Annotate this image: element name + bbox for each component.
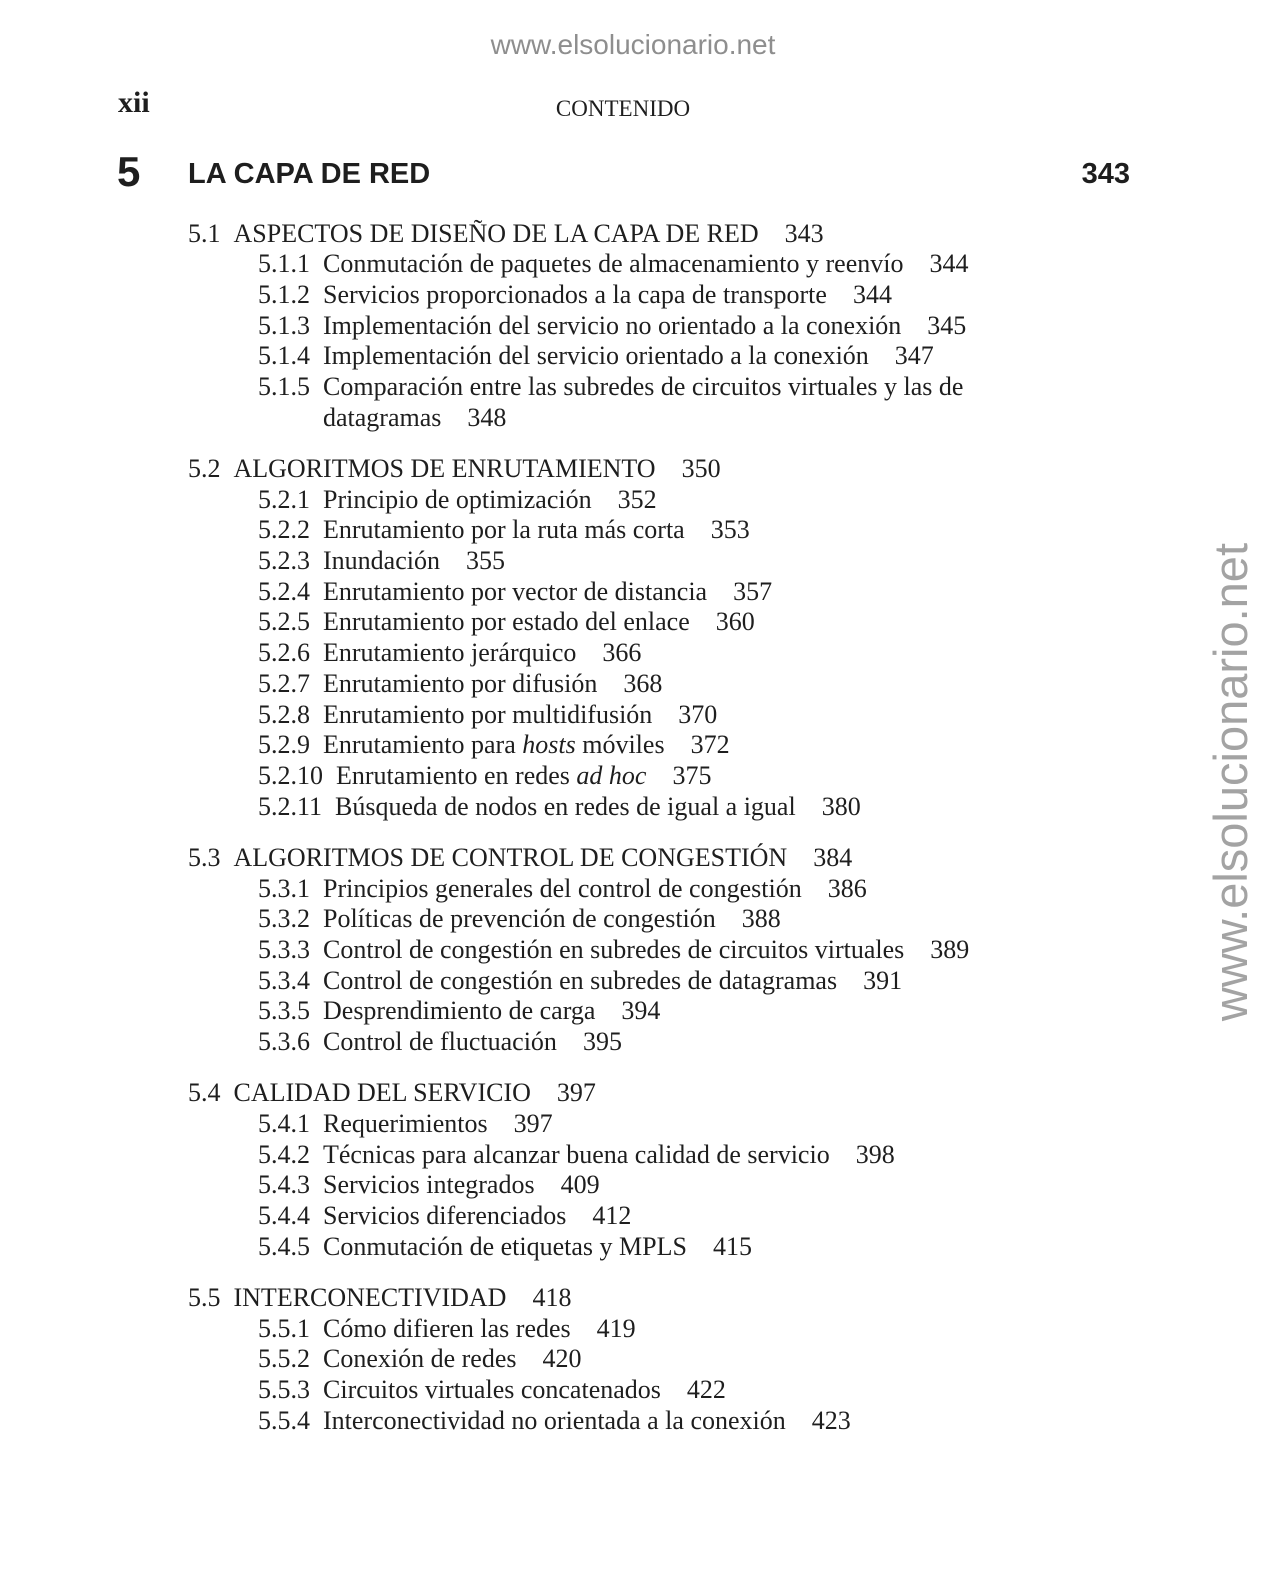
entry-title: Servicios proporcionados a la capa de transporte bbox=[323, 279, 827, 309]
entry-title: Desprendimiento de carga bbox=[323, 996, 596, 1026]
entry-text bbox=[323, 874, 867, 905]
entry-page: 397 bbox=[556, 1078, 596, 1108]
toc-subsection-5-1-5 bbox=[0, 372, 1280, 433]
entry-title: Circuitos virtuales concatenados bbox=[323, 1375, 661, 1405]
entry-title: Políticas de prevención de congestión bbox=[323, 904, 716, 934]
entry-title: INTERCONECTIVIDAD bbox=[233, 1283, 507, 1312]
toc-subsection-5-2-9 bbox=[0, 730, 1280, 761]
entry-page: 420 bbox=[542, 1344, 582, 1374]
toc-subsection-5-4-3 bbox=[0, 1170, 1280, 1201]
toc-subsection-5-5-4 bbox=[0, 1406, 1280, 1437]
entry-title: ALGORITMOS DE CONTROL DE CONGESTIÓN bbox=[233, 842, 788, 872]
entry-title: Conmutación de paquetes de almacenamiento y reenvío bbox=[323, 249, 904, 279]
entry-page: 344 bbox=[852, 279, 892, 309]
entry-text bbox=[323, 700, 717, 731]
toc-subsection-5-3-2 bbox=[0, 904, 1280, 935]
entry-number: 5.5.3 bbox=[258, 1375, 310, 1405]
entry-title: Cómo difieren las redes bbox=[323, 1313, 571, 1343]
entry-number: 5.2.3 bbox=[258, 546, 310, 576]
toc-subsection-5-2-10 bbox=[0, 761, 1280, 792]
entry-number: 5.2.1 bbox=[258, 484, 310, 514]
entry-page: 348 bbox=[467, 402, 507, 432]
entry-title: Enrutamiento para bbox=[323, 730, 523, 760]
entry-text bbox=[323, 904, 781, 935]
entry-text bbox=[336, 761, 711, 792]
toc-subsection-5-3-3 bbox=[0, 935, 1280, 966]
entry-page: 372 bbox=[690, 730, 730, 760]
entry-text bbox=[323, 515, 750, 546]
entry-text bbox=[234, 219, 824, 250]
entry-page: 386 bbox=[827, 873, 867, 903]
chapter-number: 5 bbox=[117, 148, 141, 195]
entry-number: 5.5 bbox=[188, 1283, 221, 1312]
page-folio: xii bbox=[118, 86, 150, 119]
entry-title: Comparación entre las subredes de circuitos virtuales y las de datagramas bbox=[323, 372, 964, 432]
entry-page: 345 bbox=[927, 310, 967, 340]
entry-title-italic: ad hoc bbox=[576, 760, 647, 790]
entry-page: 360 bbox=[715, 607, 755, 637]
entry-number: 5.2.10 bbox=[258, 760, 323, 790]
entry-page: 422 bbox=[686, 1375, 726, 1405]
entry-title: Principios generales del control de congestión bbox=[323, 873, 802, 903]
entry-number: 5.2.4 bbox=[258, 576, 310, 606]
toc-subsection-5-2-11 bbox=[0, 792, 1280, 823]
entry-text bbox=[323, 1375, 726, 1406]
entry-text bbox=[323, 1140, 895, 1171]
entry-number: 5.2 bbox=[188, 453, 221, 483]
entry-number: 5.1.3 bbox=[258, 310, 310, 340]
entry-number: 5.2.7 bbox=[258, 668, 310, 698]
chapter-page: 343 bbox=[1081, 158, 1130, 190]
entry-title: Control de congestión en subredes de circuitos virtuales bbox=[323, 934, 905, 964]
toc-subsection-5-4-1 bbox=[0, 1109, 1280, 1140]
entry-number: 5.1.1 bbox=[258, 249, 310, 279]
toc-subsection-5-2-1 bbox=[0, 485, 1280, 516]
entry-title-italic: hosts bbox=[522, 730, 576, 760]
entry-text bbox=[323, 1344, 582, 1375]
entry-page: 398 bbox=[855, 1139, 895, 1169]
toc-subsection-5-2-7 bbox=[0, 669, 1280, 700]
entry-page: 347 bbox=[894, 341, 934, 371]
entry-page: 388 bbox=[741, 904, 781, 934]
entry-number: 5.3 bbox=[188, 842, 221, 872]
entry-page: 389 bbox=[930, 934, 970, 964]
toc-subsection-5-5-2 bbox=[0, 1344, 1280, 1375]
entry-page: 384 bbox=[813, 842, 853, 872]
entry-page: 394 bbox=[621, 996, 661, 1026]
entry-text bbox=[323, 577, 772, 608]
entry-text bbox=[323, 1201, 631, 1232]
entry-text bbox=[323, 638, 641, 669]
entry-number: 5.1.4 bbox=[258, 341, 310, 371]
entry-number: 5.1 bbox=[188, 218, 221, 248]
entry-title: Enrutamiento por vector de distancia bbox=[323, 576, 708, 606]
entry-title: Interconectividad no orientada a la conexión bbox=[323, 1405, 786, 1435]
entry-title: Control de fluctuación bbox=[323, 1027, 557, 1057]
toc-subsection-5-3-1 bbox=[0, 874, 1280, 905]
toc-subsection-5-2-8 bbox=[0, 700, 1280, 731]
entry-number: 5.3.1 bbox=[258, 873, 310, 903]
entry-number: 5.4.5 bbox=[258, 1231, 310, 1261]
section-group-5-1 bbox=[0, 219, 1280, 434]
toc-subsection-5-1-3 bbox=[0, 311, 1280, 342]
section-group-5-2 bbox=[0, 454, 1280, 822]
entry-number: 5.1.5 bbox=[258, 372, 310, 402]
entry-title: Conexión de redes bbox=[323, 1344, 517, 1374]
entry-title: Control de congestión en subredes de datagramas bbox=[323, 965, 838, 995]
entry-number: 5.4.3 bbox=[258, 1170, 310, 1200]
entry-title: Enrutamiento por la ruta más corta bbox=[323, 515, 685, 545]
entry-number: 5.5.2 bbox=[258, 1344, 310, 1374]
entry-number: 5.2.2 bbox=[258, 515, 310, 545]
entry-title: Enrutamiento por estado del enlace bbox=[323, 607, 690, 637]
entry-text bbox=[323, 935, 969, 966]
entry-page: 344 bbox=[929, 249, 969, 279]
entry-number: 5.5.1 bbox=[258, 1313, 310, 1343]
toc-section-5-1 bbox=[0, 219, 1280, 250]
entry-page: 343 bbox=[784, 218, 824, 248]
entry-page: 370 bbox=[678, 699, 718, 729]
entry-number: 5.3.2 bbox=[258, 904, 310, 934]
entry-title: CALIDAD DEL SERVICIO bbox=[233, 1078, 531, 1108]
entry-title: Servicios integrados bbox=[323, 1170, 535, 1200]
entry-page: 418 bbox=[532, 1283, 572, 1312]
entry-text bbox=[323, 669, 662, 700]
entry-text bbox=[323, 249, 968, 280]
section-group-5-3 bbox=[0, 843, 1280, 1058]
table-of-contents bbox=[0, 219, 1280, 1437]
entry-title: Inundación bbox=[323, 546, 440, 576]
watermark-side: www.elsolucionario.net bbox=[1204, 543, 1257, 1022]
watermark-top: www.elsolucionario.net bbox=[490, 29, 776, 60]
entry-page: 355 bbox=[465, 546, 505, 576]
entry-title-end: móviles bbox=[575, 730, 665, 760]
entry-text bbox=[234, 1283, 572, 1314]
toc-subsection-5-1-1 bbox=[0, 249, 1280, 280]
toc-subsection-5-2-6 bbox=[0, 638, 1280, 669]
entry-page: 409 bbox=[560, 1170, 600, 1200]
entry-text bbox=[323, 280, 892, 311]
toc-subsection-5-2-4 bbox=[0, 577, 1280, 608]
entry-title: Enrutamiento jerárquico bbox=[323, 638, 577, 668]
toc-subsection-5-1-4 bbox=[0, 341, 1280, 372]
entry-text bbox=[323, 730, 730, 761]
entry-number: 5.2.11 bbox=[258, 791, 323, 821]
entry-title: Requerimientos bbox=[323, 1108, 488, 1138]
toc-section-5-2 bbox=[0, 454, 1280, 485]
entry-text bbox=[234, 843, 853, 874]
entry-text bbox=[323, 607, 755, 638]
entry-page: 419 bbox=[596, 1313, 636, 1343]
entry-page: 353 bbox=[710, 515, 750, 545]
entry-text bbox=[323, 311, 966, 342]
entry-page: 357 bbox=[733, 576, 773, 606]
entry-number: 5.4.1 bbox=[258, 1108, 310, 1138]
entry-title: Implementación del servicio orientado a la conexión bbox=[323, 341, 869, 371]
entry-page: 380 bbox=[821, 791, 861, 821]
toc-subsection-5-3-4 bbox=[0, 966, 1280, 997]
entry-text bbox=[323, 1027, 622, 1058]
toc-subsection-5-3-6 bbox=[0, 1027, 1280, 1058]
entry-page: 395 bbox=[582, 1027, 622, 1057]
entry-page: 366 bbox=[602, 638, 642, 668]
entry-text bbox=[323, 1170, 600, 1201]
entry-page: 412 bbox=[592, 1201, 632, 1231]
entry-number: 5.2.9 bbox=[258, 730, 310, 760]
entry-title: ALGORITMOS DE ENRUTAMIENTO bbox=[233, 453, 656, 483]
section-group-5-5 bbox=[0, 1283, 1280, 1437]
toc-section-5-5 bbox=[0, 1283, 1280, 1314]
toc-subsection-5-2-2 bbox=[0, 515, 1280, 546]
entry-number: 5.3.3 bbox=[258, 934, 310, 964]
entry-page: 397 bbox=[513, 1108, 553, 1138]
entry-page: 375 bbox=[672, 760, 712, 790]
entry-page: 352 bbox=[617, 484, 657, 514]
running-title: CONTENIDO bbox=[555, 96, 691, 121]
entry-text bbox=[323, 1314, 636, 1345]
toc-subsection-5-4-2 bbox=[0, 1140, 1280, 1171]
entry-text bbox=[335, 792, 861, 823]
toc-subsection-5-4-5 bbox=[0, 1232, 1280, 1263]
entry-text bbox=[323, 996, 660, 1027]
entry-page: 415 bbox=[712, 1231, 752, 1261]
entry-number: 5.2.5 bbox=[258, 607, 310, 637]
entry-number: 5.5.4 bbox=[258, 1405, 310, 1435]
toc-subsection-5-1-2 bbox=[0, 280, 1280, 311]
entry-text bbox=[323, 1232, 752, 1263]
entry-number: 5.4.4 bbox=[258, 1201, 310, 1231]
entry-title: Técnicas para alcanzar buena calidad de servicio bbox=[323, 1139, 830, 1169]
entry-text bbox=[234, 1078, 596, 1109]
entry-page: 350 bbox=[681, 453, 721, 483]
section-group-5-4 bbox=[0, 1078, 1280, 1262]
entry-number: 5.4.2 bbox=[258, 1139, 310, 1169]
entry-title: Conmutación de etiquetas y MPLS bbox=[323, 1231, 687, 1261]
toc-subsection-5-5-1 bbox=[0, 1314, 1280, 1345]
entry-text bbox=[323, 372, 1023, 433]
entry-title: Servicios diferenciados bbox=[323, 1201, 567, 1231]
toc-subsection-5-5-3 bbox=[0, 1375, 1280, 1406]
entry-text bbox=[323, 485, 657, 516]
entry-text bbox=[323, 341, 934, 372]
entry-number: 5.4 bbox=[188, 1078, 221, 1108]
entry-title: Implementación del servicio no orientado a la conexión bbox=[323, 310, 902, 340]
toc-subsection-5-2-5 bbox=[0, 607, 1280, 638]
entry-number: 5.2.6 bbox=[258, 638, 310, 668]
entry-text bbox=[323, 546, 505, 577]
entry-title: Principio de optimización bbox=[323, 484, 592, 514]
entry-page: 423 bbox=[811, 1405, 851, 1435]
entry-title: ASPECTOS DE DISEÑO DE LA CAPA DE RED bbox=[233, 218, 759, 248]
entry-number: 5.3.4 bbox=[258, 965, 310, 995]
entry-text bbox=[323, 1109, 553, 1140]
toc-subsection-5-4-4 bbox=[0, 1201, 1280, 1232]
entry-text bbox=[234, 454, 721, 485]
entry-title: Búsqueda de nodos en redes de igual a igual bbox=[335, 791, 796, 821]
entry-page: 368 bbox=[623, 668, 663, 698]
toc-subsection-5-3-5 bbox=[0, 996, 1280, 1027]
chapter-title: LA CAPA DE RED bbox=[188, 158, 431, 190]
entry-number: 5.3.6 bbox=[258, 1027, 310, 1057]
entry-title: Enrutamiento por difusión bbox=[323, 668, 598, 698]
toc-subsection-5-2-3 bbox=[0, 546, 1280, 577]
entry-number: 5.3.5 bbox=[258, 996, 310, 1026]
entry-text bbox=[323, 966, 902, 997]
toc-section-5-3 bbox=[0, 843, 1280, 874]
entry-number: 5.1.2 bbox=[258, 279, 310, 309]
entry-title: Enrutamiento en redes bbox=[336, 760, 577, 790]
entry-text bbox=[323, 1406, 851, 1437]
entry-title: Enrutamiento por multidifusión bbox=[323, 699, 653, 729]
toc-section-5-4 bbox=[0, 1078, 1280, 1109]
entry-page: 391 bbox=[863, 965, 903, 995]
entry-number: 5.2.8 bbox=[258, 699, 310, 729]
